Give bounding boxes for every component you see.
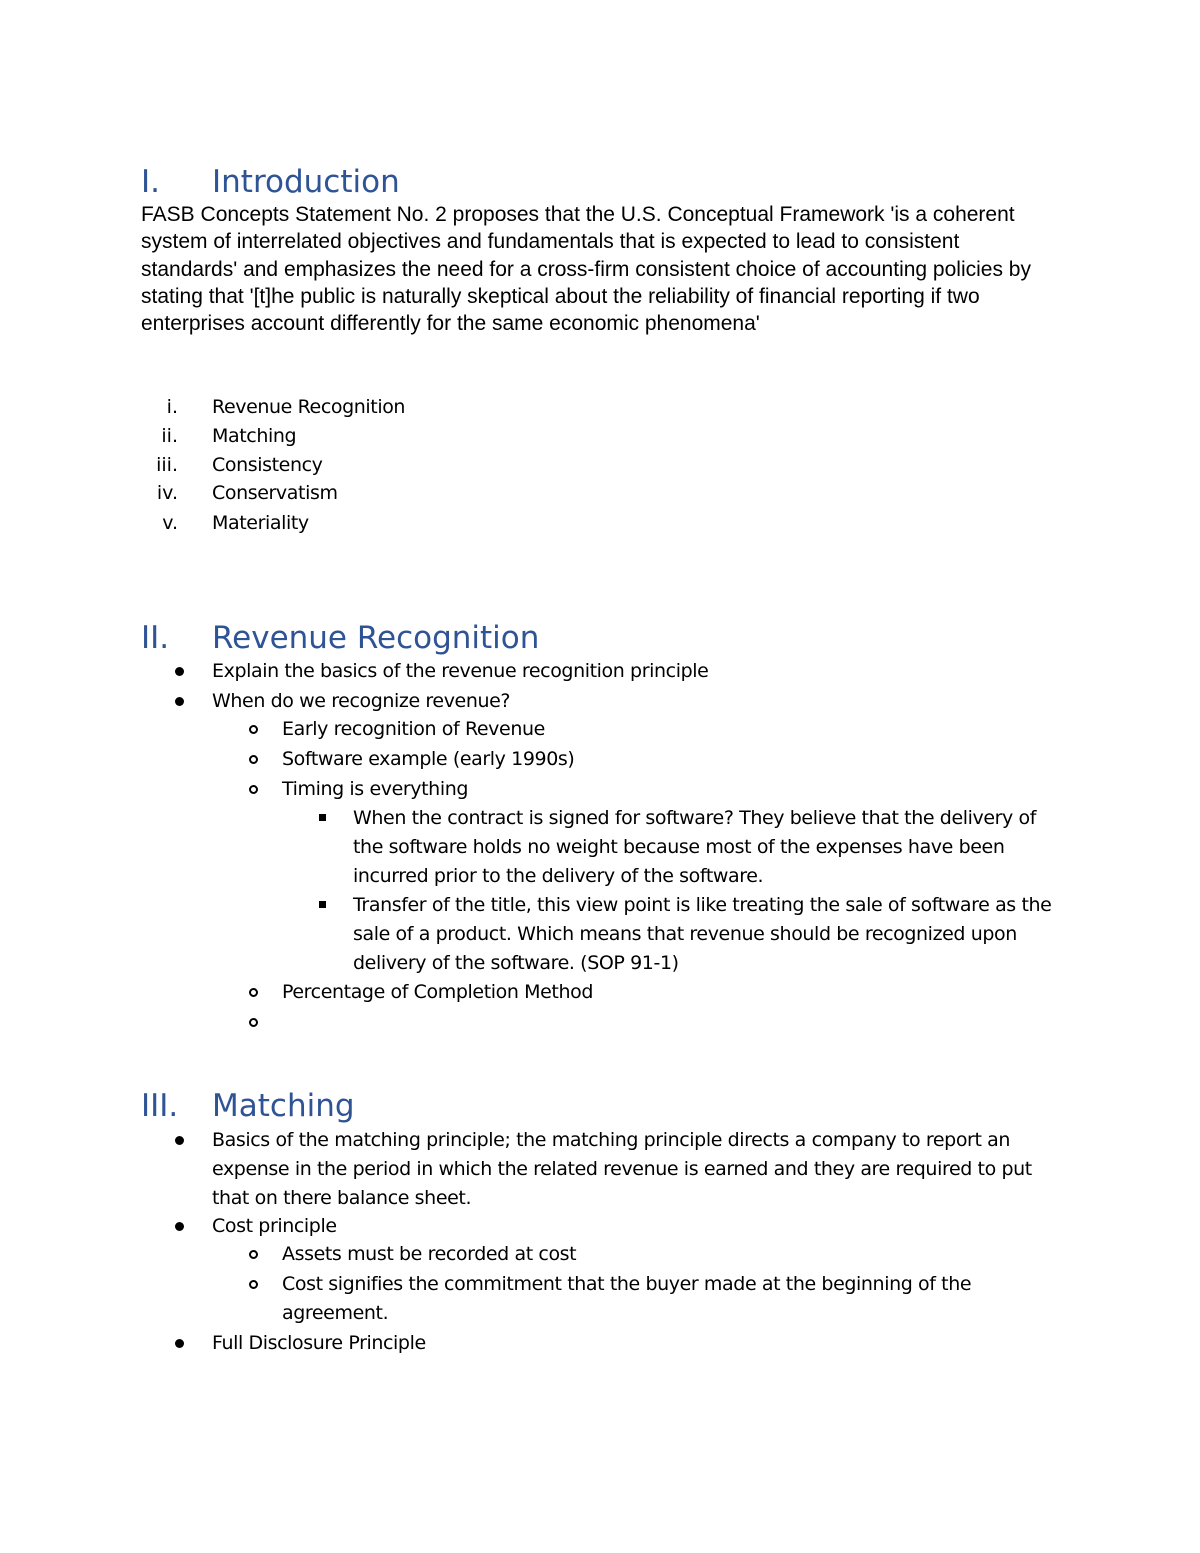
list-item: Revenue Recognition [212, 396, 406, 418]
list-item: Timing is everything [282, 778, 468, 800]
bullet-dot-icon [175, 1339, 184, 1348]
bullet-circle-icon [249, 725, 258, 734]
list-item: Software example (early 1990s) [282, 748, 575, 770]
list-item: Assets must be recorded at cost [282, 1243, 577, 1265]
list-item: Full Disclosure Principle [212, 1332, 426, 1354]
heading-title: Introduction [212, 164, 400, 200]
list-marker: i. [166, 396, 178, 418]
list-item: Cost signifies the commitment that the buyer made at the beginning of the agreement. [282, 1273, 972, 1324]
heading-number: II. [141, 620, 170, 656]
heading-number: I. [141, 164, 160, 200]
bullet-dot-icon [175, 1222, 184, 1231]
bullet-circle-icon [249, 785, 258, 794]
list-item: Early recognition of Revenue [282, 718, 545, 740]
list-marker: v. [162, 512, 178, 534]
bullet-circle-icon [249, 755, 258, 764]
list-item: When the contract is signed for software? They believe that the delivery of the software holds no weight because most of the expenses have been incurred prior to the delivery of the software. [353, 807, 1037, 887]
list-marker: iv. [156, 482, 178, 504]
list-marker: ii. [161, 425, 178, 447]
list-item: Consistency [212, 454, 323, 476]
bullet-dot-icon [175, 667, 184, 676]
list-item: Explain the basics of the revenue recognition principle [212, 660, 709, 682]
list-marker: iii. [156, 454, 178, 476]
list-item: Cost principle [212, 1215, 337, 1237]
list-item: Transfer of the title, this view point is like treating the sale of software as the sale of a product. Which means that revenue should be recognized upon delivery of the software. (SOP 91-1) [353, 894, 1052, 974]
heading-matching [141, 1086, 355, 1126]
list-item: When do we recognize revenue? [212, 690, 511, 712]
list-item: Basics of the matching principle; the matching principle directs a company to report an expense in the period in which the related revenue is earned and they are required to put that on there balance sheet. [212, 1129, 1032, 1209]
bullet-square-icon [319, 814, 326, 821]
bullet-circle-icon [249, 1018, 258, 1027]
bullet-square-icon [319, 901, 326, 908]
bullet-circle-icon [249, 988, 258, 997]
intro-paragraph: FASB Concepts Statement No. 2 proposes that the U.S. Conceptual Framework 'is a coherent system of interrelated objectives and fundamentals that is expected to lead to consistent standards' and emphasizes the need for a cross-firm consistent choice of accounting policies by stating that '[t]he public is naturally skeptical about the reliability of financial reporting if two enterprises account differently for the same economic phenomena' [141, 203, 1031, 336]
bullet-dot-icon [175, 697, 184, 706]
list-item: Conservatism [212, 482, 338, 504]
list-item: Percentage of Completion Method [282, 981, 593, 1003]
heading-title: Revenue Recognition [212, 620, 540, 656]
list-item: Materiality [212, 512, 309, 534]
heading-number: III. [141, 1088, 179, 1124]
bullet-circle-icon [249, 1250, 258, 1259]
heading-revenue-recognition [141, 618, 539, 658]
heading-introduction [141, 162, 400, 202]
list-item: Matching [212, 425, 297, 447]
bullet-dot-icon [175, 1136, 184, 1145]
heading-title: Matching [212, 1088, 355, 1124]
bullet-circle-icon [249, 1280, 258, 1289]
